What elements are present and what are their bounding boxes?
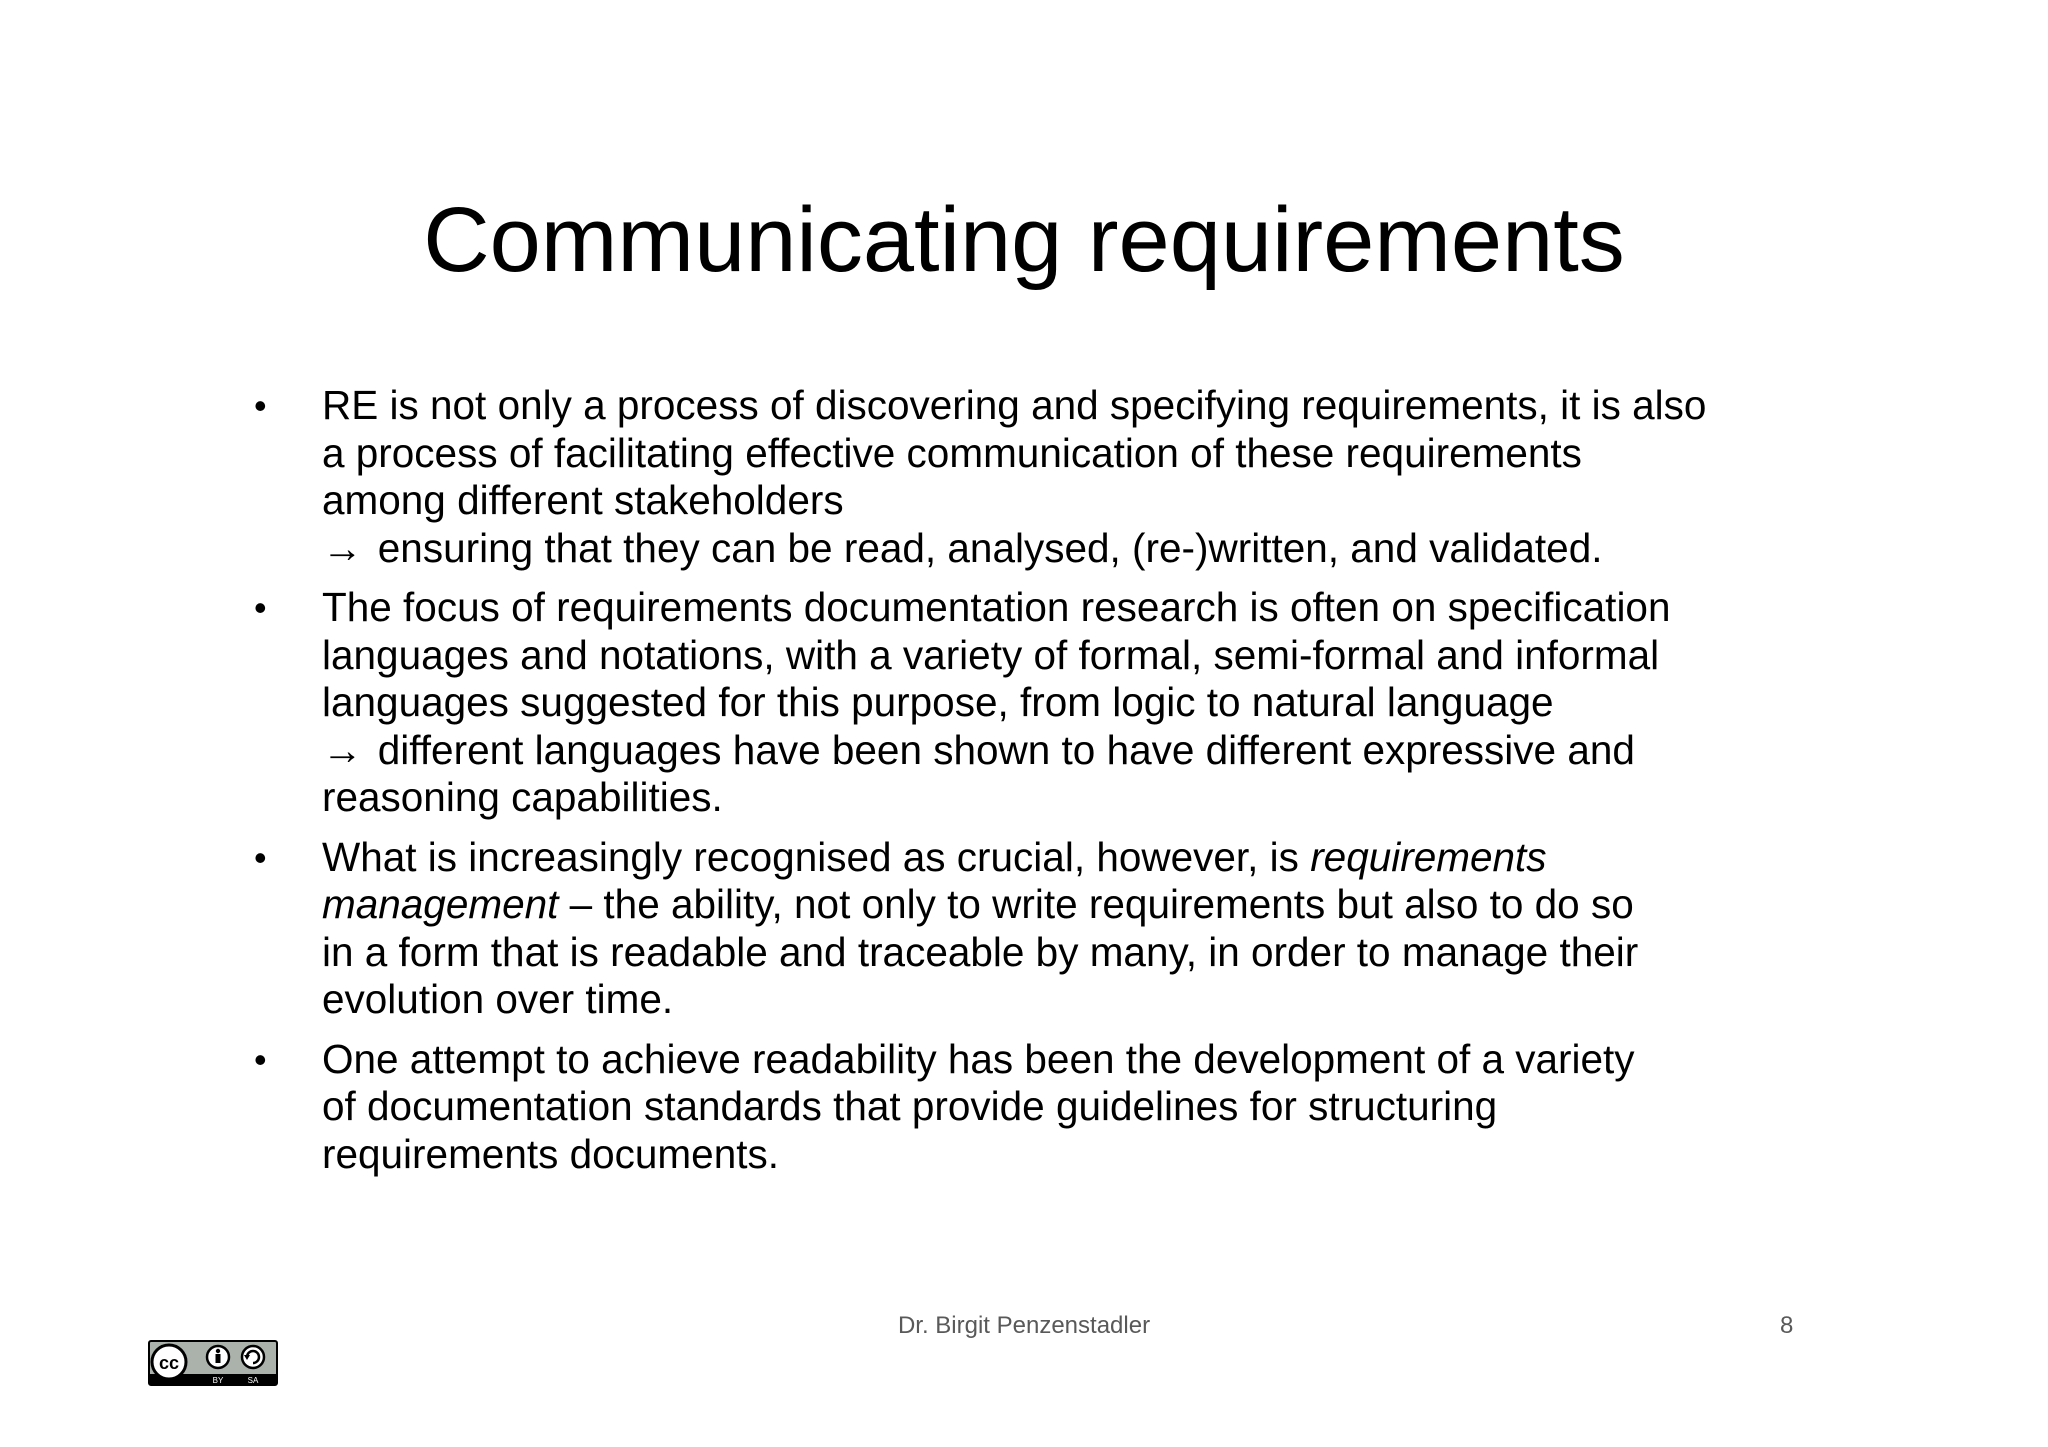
bullet-item-2: [250, 584, 1870, 822]
bullet-marker: •: [254, 587, 267, 628]
arrow-icon: →: [322, 726, 363, 773]
bullet-4-line-1: One attempt to achieve readability has been the development of a variety: [322, 1035, 1635, 1082]
footer-author: Dr. Birgit Penzenstadler: [897, 1312, 1151, 1339]
bullet-marker: •: [254, 836, 267, 878]
bullet-4-line-3: requirements documents.: [322, 1130, 779, 1177]
bullet-3-line-1-plain: What is increasingly recognised as crucial, however, is: [322, 833, 1311, 880]
bullet-1-arrow-line: [322, 525, 1870, 573]
bullet-list: [250, 382, 1870, 1190]
bullet-1-arrow-text: ensuring that they can be read, analysed, (re-)written, and validated.: [377, 524, 1603, 571]
bullet-item-4: [250, 1036, 1870, 1179]
bullet-3-line-2-plain: – the ability, not only to write requirements but also to do so: [558, 881, 1634, 927]
bullet-4-line-2: of documentation standards that provide guidelines for structuring: [322, 1083, 1498, 1129]
bullet-3-line-1: [322, 834, 1870, 882]
page-number: 8: [1780, 1312, 1794, 1339]
sa-text: SA: [247, 1376, 259, 1385]
bullet-1-line-1: RE is not only a process of discovering and specifying requirements, it is also: [322, 382, 1707, 428]
by-text: BY: [212, 1376, 224, 1385]
bullet-2-arrow-line: [322, 727, 1870, 775]
bullet-item-3: [250, 834, 1870, 1024]
cc-by-sa-license-icon: [148, 1340, 278, 1386]
bullet-3-line-1-italic: requirements: [1310, 833, 1547, 880]
slide-title: Communicating requirements: [423, 189, 1625, 291]
arrow-icon: →: [322, 524, 363, 571]
bullet-1-line-2: a process of facilitating effective communication of these requirements: [322, 429, 1582, 476]
bullet-2-arrow-text: different languages have been shown to have different expressive and: [377, 726, 1635, 773]
bullet-3-line-2: [322, 881, 1870, 929]
bullet-marker: •: [254, 385, 267, 426]
cc-text: cc: [158, 1353, 180, 1373]
bullet-item-1: [250, 382, 1870, 572]
bullet-3-line-4: evolution over time.: [322, 976, 674, 1022]
bullet-marker: •: [254, 1038, 267, 1080]
bullet-1-line-3: among different stakeholders: [322, 477, 844, 523]
bullet-3-line-3: in a form that is readable and traceable by many, in order to manage their: [322, 928, 1639, 975]
bullet-2-line-1: The focus of requirements documentation research is often on specification: [322, 584, 1671, 630]
bullet-2-line-5: reasoning capabilities.: [322, 774, 723, 820]
bullet-2-line-3: languages suggested for this purpose, from logic to natural language: [322, 679, 1554, 725]
bullet-3-line-2-italic: management: [322, 881, 559, 927]
bullet-2-line-2: languages and notations, with a variety of formal, semi-formal and informal: [322, 631, 1660, 678]
